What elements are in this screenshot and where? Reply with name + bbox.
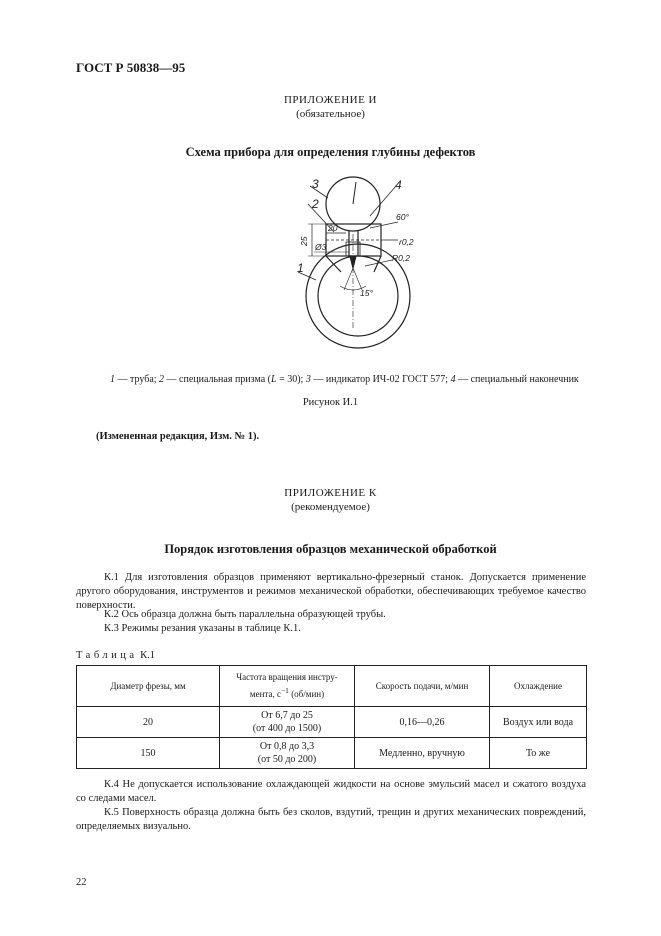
appendix-i-title: ПРИЛОЖЕНИЕ И [283,94,377,106]
header-frequency: Частота вращения инстру- мента, $с^{-1}$ (об/мин) [220,666,355,707]
figure-label: Рисунок И.1 [302,397,359,408]
paragraph-k2: К.2 Ось образца должна быть параллельна образующей трубы. [104,609,386,620]
appendix-i-heading: Схема прибора для определения глубины дефектов [185,145,476,159]
figure-caption: 1 — труба; 2 — специальная призма (L = 30); 3 — индикатор ИЧ-02 ГОСТ 577; 4 — специальный наконечник [110,374,579,385]
cutting-modes-table [76,665,587,769]
cell-cooling: Воздух или вода [490,707,587,738]
header-cooling: Охлаждение [490,666,587,707]
dim-R02: R0,2 [392,253,410,263]
dim-20: 20 [328,223,338,233]
dim-25: 25 [299,236,309,246]
device-diagram [270,168,440,358]
paragraph-k4: К.4 Не допускается использование охлаждающей жидкости на основе эмульсий масел и сжатого воздуха со следами масел. [76,779,586,804]
cell-feed: 0,16—0,26 [355,707,490,738]
paragraph-k5: К.5 Поверхность образца должна быть без сколов, вздутий, трещин и других механических повреждений, определяемых визуально. [76,807,586,832]
cell-diameter: 20 [77,707,220,738]
dim-diameter-3: Ø3 [315,242,327,252]
callout-1: 1 [297,261,304,275]
cell-feed: Медленно, вручную [355,738,490,769]
cell-diameter: 150 [77,738,220,769]
appendix-i-status: (обязательное) [296,108,365,120]
cell-cooling: То же [490,738,587,769]
callout-2: 2 [312,197,319,211]
appendix-k-heading: Порядок изготовления образцов механической обработкой [164,542,497,556]
cell-frequency: От 6,7 до 25 (от 400 до 1500) [220,707,355,738]
cell-frequency: От 0,8 до 3,3 (от 50 до 200) [220,738,355,769]
header-feed: Скорость подачи, м/мин [355,666,490,707]
table-caption: Таблица К.1 [76,650,156,661]
appendix-k-title: ПРИЛОЖЕНИЕ К [284,487,377,499]
paragraph-k1: К.1 Для изготовления образцов применяют вертикально-фрезерный станок. Допускается применение другого оборудования, инструментов и режимов механической обработки, обеспечивающих требуемое качество поверхности. [76,572,586,611]
dim-15-deg: 15° [360,288,373,298]
table-row [77,738,587,769]
dim-r02: r0,2 [399,237,414,247]
amendment-note: (Измененная редакция, Изм. № 1). [96,431,260,442]
dim-60-deg: 60° [396,212,409,222]
document-code: ГОСТ Р 50838—95 [76,60,186,75]
header-diameter: Диаметр фрезы, мм [77,666,220,707]
page-number: 22 [76,877,87,888]
callout-4: 4 [395,178,402,192]
table-header-row [77,666,587,707]
table-row [77,707,587,738]
appendix-k-status: (рекомендуемое) [291,501,370,513]
pipe-inner-circle [318,256,398,336]
paragraph-k3: К.3 Режимы резания указаны в таблице К.1. [104,623,301,634]
callout-3: 3 [312,177,319,191]
